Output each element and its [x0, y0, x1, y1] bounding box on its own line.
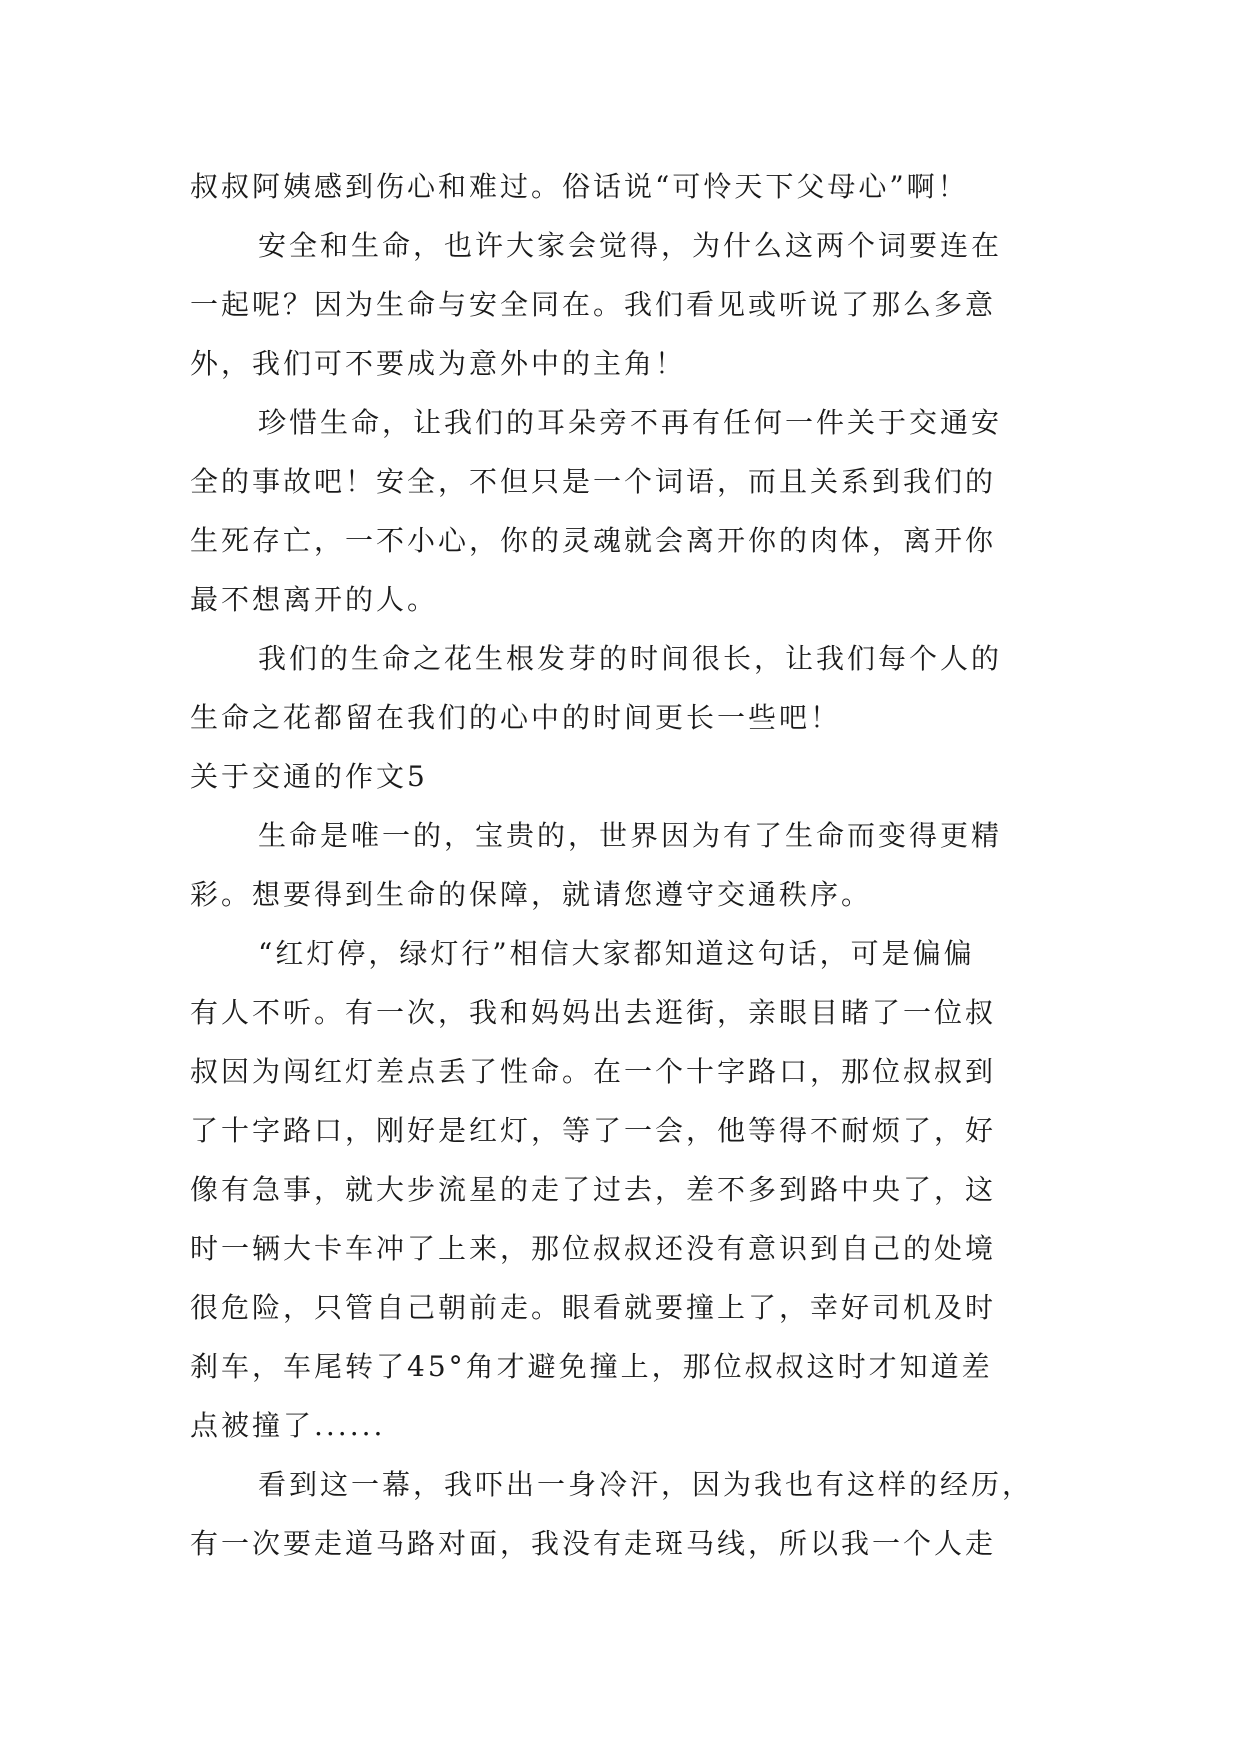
text-line: 很危险，只管自己朝前走。眼看就要撞上了，幸好司机及时: [190, 1291, 997, 1324]
text-line: 叔叔阿姨感到伤心和难过。俗话说“可怜天下父母心”啊！: [190, 170, 969, 203]
text-line: 全的事故吧！安全，不但只是一个词语，而且关系到我们的: [190, 465, 997, 498]
text-line: 时一辆大卡车冲了上来，那位叔叔还没有意识到自己的处境: [190, 1232, 997, 1265]
text-line: 点被撞了......: [190, 1409, 386, 1442]
text-line: 一起呢？因为生命与安全同在。我们看见或听说了那么多意: [190, 288, 997, 321]
text-line: 叔因为闯红灯差点丢了性命。在一个十字路口，那位叔叔到: [190, 1055, 997, 1088]
paragraph-start-line: 生命是唯一的，宝贵的，世界因为有了生命而变得更精: [258, 819, 1003, 852]
text-line: 生死存亡，一不小心，你的灵魂就会离开你的肉体，离开你: [190, 524, 997, 557]
text-line: 外，我们可不要成为意外中的主角！: [190, 347, 687, 380]
paragraph-start-line: “红灯停，绿灯行”相信大家都知道这句话，可是偏偏: [258, 937, 975, 970]
text-line: 了十字路口，刚好是红灯，等了一会，他等得不耐烦了，好: [190, 1114, 997, 1147]
paragraph-start-line: 我们的生命之花生根发芽的时间很长，让我们每个人的: [258, 642, 1003, 675]
paragraph-start-line: 安全和生命，也许大家会觉得，为什么这两个词要连在: [258, 229, 1003, 262]
text-line: 彩。想要得到生命的保障，就请您遵守交通秩序。: [190, 878, 873, 911]
text-line: 像有急事，就大步流星的走了过去，差不多到路中央了，这: [190, 1173, 997, 1206]
paragraph-start-line: 看到这一幕，我吓出一身冷汗，因为我也有这样的经历，: [258, 1468, 1034, 1501]
text-line: 有人不听。有一次，我和妈妈出去逛街，亲眼目睹了一位叔: [190, 996, 997, 1029]
text-line: 生命之花都留在我们的心中的时间更长一些吧！: [190, 701, 842, 734]
text-line: 最不想离开的人。: [190, 583, 439, 616]
paragraph-start-line: 珍惜生命，让我们的耳朵旁不再有任何一件关于交通安: [258, 406, 1003, 439]
text-line: 刹车，车尾转了45°角才避免撞上，那位叔叔这时才知道差: [190, 1350, 993, 1383]
text-line: 有一次要走道马路对面，我没有走斑马线，所以我一个人走: [190, 1527, 997, 1560]
section-heading: 关于交通的作文5: [190, 760, 428, 793]
